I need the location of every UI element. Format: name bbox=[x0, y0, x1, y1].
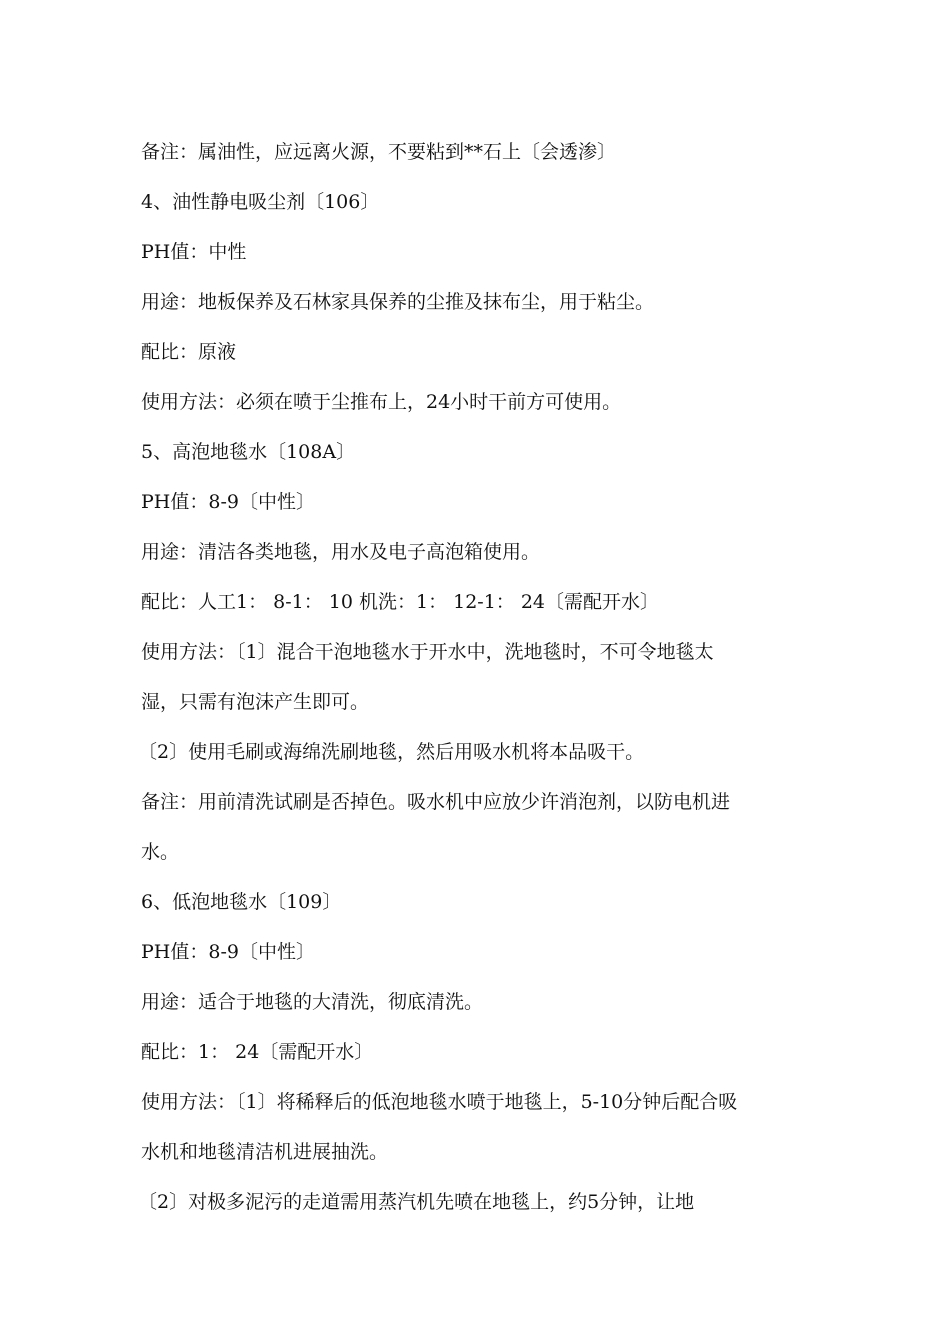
text-line: 配比：原液 bbox=[141, 341, 237, 363]
text-line: 使用方法：〔1〕混合干泡地毯水于开水中，洗地毯时，不可令地毯太 bbox=[141, 641, 714, 663]
text-line: 水。 bbox=[141, 841, 180, 863]
text-line: PH值：8-9〔中性〕 bbox=[141, 491, 315, 513]
text-line: 配比：人工1： 8-1： 10 机洗：1： 12-1： 24〔需配开水〕 bbox=[141, 591, 660, 613]
text-line: 湿，只需有泡沫产生即可。 bbox=[141, 691, 370, 713]
text-line: PH值：中性 bbox=[141, 241, 247, 263]
text-line: PH值：8-9〔中性〕 bbox=[141, 941, 315, 963]
text-line: 用途：地板保养及石林家具保养的尘推及抹布尘，用于粘尘。 bbox=[141, 291, 655, 313]
text-line: 用途：适合于地毯的大清洗，彻底清洗。 bbox=[141, 991, 484, 1013]
text-line: 水机和地毯清洁机进展抽洗。 bbox=[141, 1141, 389, 1163]
text-line: 备注：属油性，应远离火源，不要粘到**石上〔会透渗〕 bbox=[141, 141, 617, 163]
section-heading: 4、油性静电吸尘剂〔106〕 bbox=[141, 191, 380, 213]
text-line: 用途：清洁各类地毯，用水及电子高泡箱使用。 bbox=[141, 541, 541, 563]
text-line: 使用方法：〔1〕将稀释后的低泡地毯水喷于地毯上，5-10分钟后配合吸 bbox=[141, 1091, 738, 1113]
text-line: 使用方法：必须在喷于尘推布上，24小时干前方可使用。 bbox=[141, 391, 622, 413]
document-body bbox=[138, 136, 831, 1236]
text-line: 〔2〕使用毛刷或海绵洗刷地毯，然后用吸水机将本品吸干。 bbox=[138, 741, 645, 763]
section-heading: 5、高泡地毯水〔108A〕 bbox=[141, 441, 356, 463]
text-line: 配比：1： 24〔需配开水〕 bbox=[141, 1041, 374, 1063]
text-line: 备注：用前清洗试刷是否掉色。吸水机中应放少许消泡剂，以防电机进 bbox=[141, 791, 731, 813]
section-heading: 6、低泡地毯水〔109〕 bbox=[141, 891, 342, 913]
text-line: 〔2〕对极多泥污的走道需用蒸汽机先喷在地毯上，约5分钟，让地 bbox=[138, 1191, 695, 1213]
